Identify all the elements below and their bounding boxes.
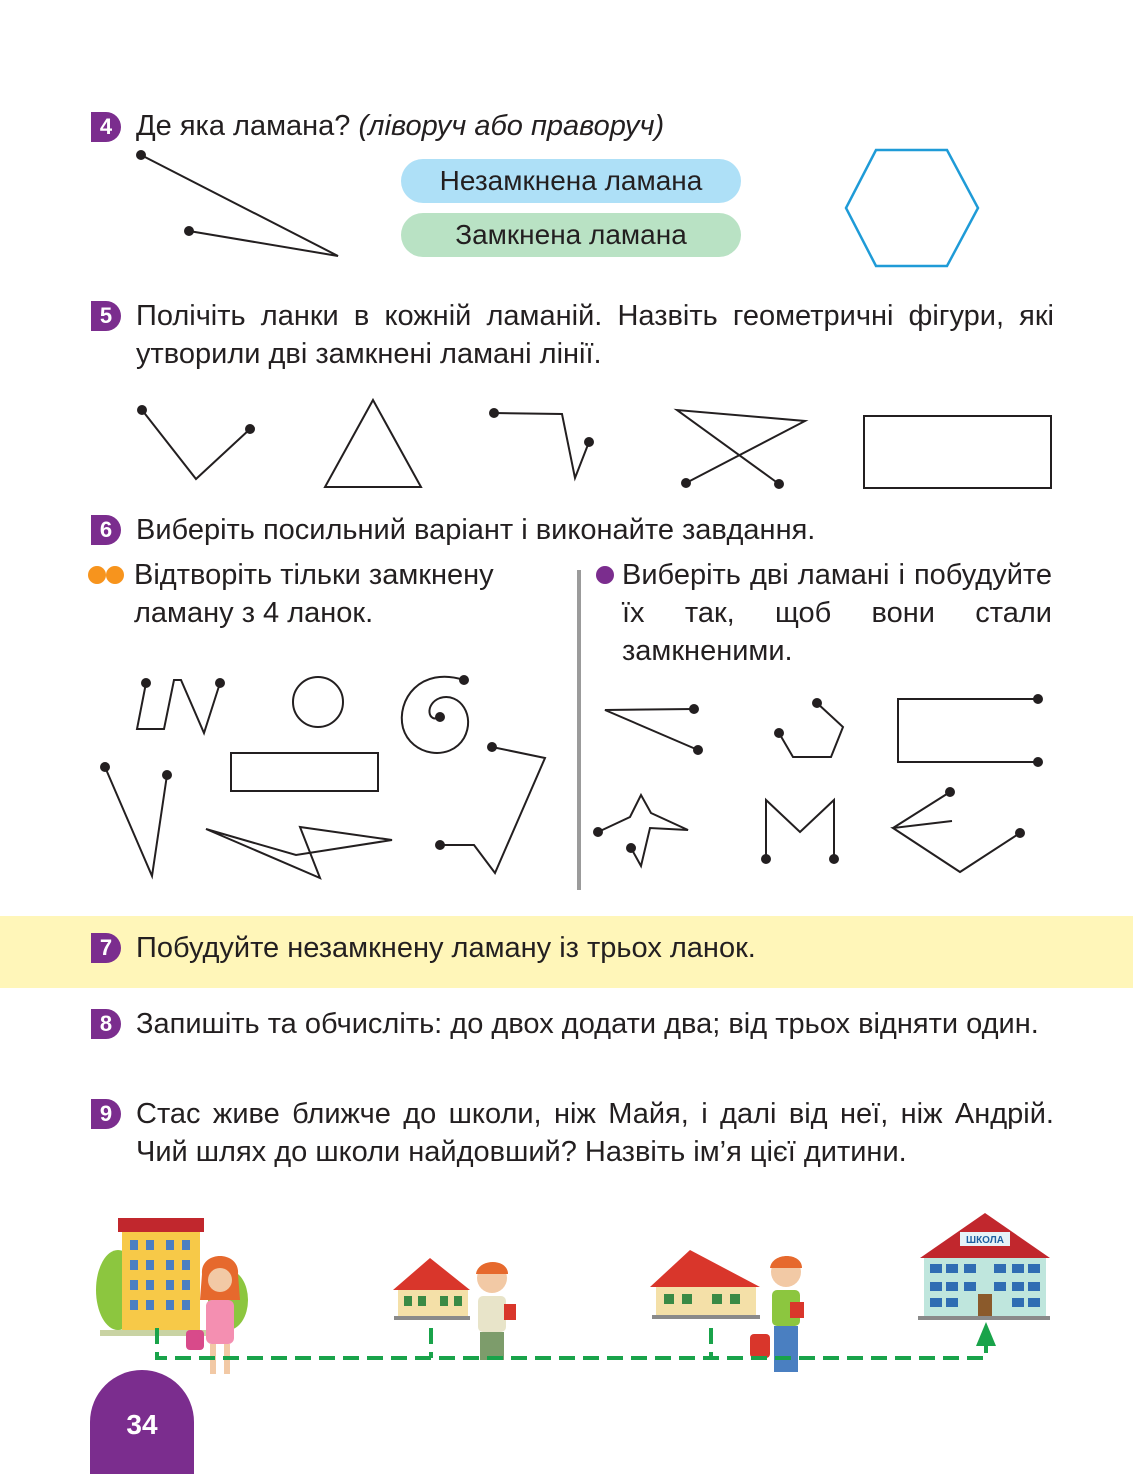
task6-right-wedge <box>605 705 702 754</box>
task4-open-polyline <box>137 151 338 256</box>
task-5-text: Полічіть ланки в кожній ламаній. Назвіть геометричні фігури, які утворили дві замкнені ламані лінії. <box>136 300 1054 370</box>
task5-polyline-v <box>138 406 254 479</box>
task-8-number: 8 <box>91 1009 121 1039</box>
task9-scene <box>96 1213 1050 1374</box>
page-number: 34 <box>90 1370 194 1474</box>
dashed-path <box>157 1328 986 1358</box>
task-4-text: Де яка ламана? <box>136 110 351 142</box>
task-6-right-text: Виберіть дві ламані і побудуйте їх так, щоб вони стали замкненими. <box>622 559 1052 667</box>
task5-rectangle <box>864 416 1051 488</box>
task6-spiral <box>402 676 468 753</box>
task6-v-shape <box>101 763 171 876</box>
task-8-text: Запишіть та обчисліть: до двох додати два; від трьох відняти один. <box>136 1008 1039 1040</box>
school-sign: ШКОЛА <box>966 1235 1004 1246</box>
open-polyline-label: Незамкнена ламана <box>401 159 741 203</box>
task-6-text: Виберіть посильний варіант і виконайте завдання. <box>136 514 816 546</box>
task5-polyline-cross <box>677 410 805 488</box>
boy-2-figure <box>750 1256 804 1372</box>
task6-right-pentagon-open <box>775 699 843 757</box>
task6-right-arrow-shape <box>893 821 1024 872</box>
task-9-text: Стас живе ближче до школи, ніж Майя, і далі від неї, ніж Андрій. Чий шлях до школи найдовший? Назвіть ім’я цієї дитини. <box>136 1098 1054 1168</box>
task6-right-bracket <box>898 695 1042 766</box>
task-4-number: 4 <box>91 112 121 142</box>
school-building-icon <box>918 1213 1050 1320</box>
path-arrow-icon <box>976 1322 996 1346</box>
task6-check-shape <box>436 743 545 873</box>
task6-right-m-shape <box>762 800 838 863</box>
task6-rectangle <box>231 753 378 791</box>
task6-right-star <box>594 795 688 866</box>
task-5-number: 5 <box>91 301 121 331</box>
task6-closed-zigzag <box>206 827 392 878</box>
task6-circle <box>293 677 343 727</box>
closed-polyline-label: Замкнена ламана <box>401 213 741 257</box>
house-1-icon <box>393 1258 470 1320</box>
task-7-number: 7 <box>91 933 121 963</box>
task-9-number: 9 <box>91 1099 121 1129</box>
task5-polyline-hook <box>490 409 593 478</box>
task5-triangle <box>325 400 421 487</box>
house-2-icon <box>650 1250 760 1319</box>
boy-1-figure <box>476 1262 516 1360</box>
task-6-number: 6 <box>91 515 121 545</box>
task-4-hint: (ліворуч або праворуч) <box>358 110 665 142</box>
task-7-text: Побудуйте незамкнену ламану із трьох ланок. <box>136 932 756 964</box>
task6-left-zigzag <box>137 679 224 733</box>
task4-hexagon <box>846 150 978 266</box>
task-6-left-text: Відтворіть тільки замкнену ламану з 4 ланок. <box>134 559 494 629</box>
